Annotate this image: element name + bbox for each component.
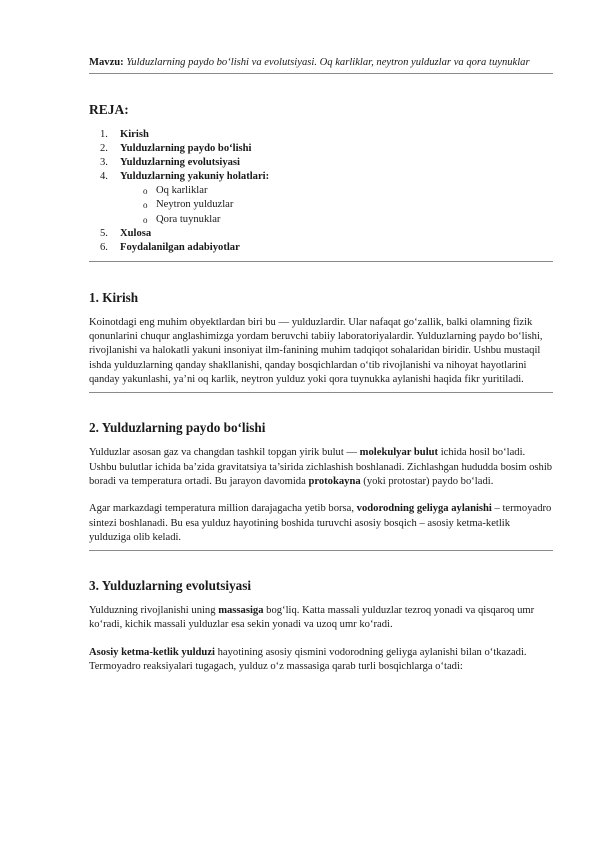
circle-bullet-icon: o: [143, 186, 148, 197]
plan-subitem-black-holes: o Qora tuynuklar: [89, 213, 553, 227]
plan-title: REJA:: [89, 102, 129, 117]
plan-item-6: 6. Foydalanilgan adabiyotlar: [100, 241, 240, 253]
plan-subitems: [89, 184, 553, 226]
plan-item-3: 3. Yulduzlarning evolutsiyasi: [100, 157, 240, 169]
plan-item-1: 1. Kirish: [100, 129, 149, 140]
section-heading-intro: 1. Kirish: [89, 289, 139, 305]
plan-subitem-white-dwarfs: o Oq karliklar: [89, 184, 553, 198]
circle-bullet-icon: o: [143, 200, 148, 211]
formation-paragraph-2: Agar markazdagi temperatura million darajagacha yetib borsa, vodorodning geliyga aylanishi – termoyadro sintezi boshlanadi. Bu esa yulduz hayotining boshida turuvchi asosiy bosqich – asosiy ketma-ketlik yulduziga olib keladi.: [89, 503, 552, 543]
plan-item-4: 4. Yulduzlarning yakuniy holatlari:: [100, 171, 270, 183]
term-hydrogen-helium: vodorodning geliyga aylanishi: [356, 503, 492, 515]
plan-subitem-neutron-stars: o Neytron yulduzlar: [89, 198, 553, 212]
term-main-sequence: Asosiy ketma-ketlik yulduzi: [89, 646, 215, 658]
circle-bullet-icon: o: [143, 214, 148, 225]
intro-paragraph: Koinotdagi eng muhim obyektlardan biri bu — yulduzlardir. Ular nafaqat go‘zallik, balki olamning fizik qonunlarini chuqur anglashimizga yordam beruvchi tabiiy laboratoriyalardir. Yulduzlarning paydo bo‘lishi, rivojlanishi va halokatli yakuni insoniyat ilm-fanining muhim tadqiqot sohalaridan biridir. Ushbu mustaqil ishda yulduzlarning qanday shakllanishi, qanday bosqichlardan o‘tib rivojlanishi va nihoyat hayotlarini qanday yakunlashi, ya’ni oq karlik, neytron yulduz yoki qora tuynukka aylanishi haqida fikr yuritiladi.: [89, 316, 543, 386]
evolution-paragraph-1: Yulduzning rivojlanishi uning massasiga bog‘liq. Katta massali yulduzlar tezroq yonadi va qisqaroq umr ko‘radi, kichik massali yulduzlar esa sekin yonadi va uzoq umr ko‘radi.: [89, 605, 535, 631]
topic-text: Yulduzlarning paydo bo‘lishi va evolutsiyasi. Oq karliklar, neytron yulduzlar va qora tuynuklar: [126, 57, 530, 68]
topic-line: [89, 56, 553, 70]
evolution-paragraph-2: Asosiy ketma-ketlik yulduzi hayotining asosiy qismini vodorodning geliyga aylanishi bilan o‘tkazadi. Termoyadro reaksiyalari tugagach, yulduz o‘z massasiga qarab turli bosqichlarga o‘tadi:: [89, 646, 527, 672]
section-heading-formation: 2. Yulduzlarning paydo bo‘lishi: [89, 420, 266, 436]
document-page: [89, 56, 553, 674]
term-mass: massasiga: [218, 605, 264, 617]
formation-paragraph-1: Yulduzlar asosan gaz va changdan tashkil topgan yirik bulut — molekulyar bulut ichida hosil bo‘ladi. Ushbu bulutlar ichida ba’zida gravitatsiya ta’sirida zichlashish boshlanadi. Zichlashgan hududda bosim oshib boradi va temperatura ortadi. Bu jarayon davomida protokayna (yoki protostar) paydo bo‘ladi.: [89, 447, 553, 487]
plan-item-5: 5. Xulosa: [100, 227, 152, 239]
plan-item-2: 2. Yulduzlarning paydo bo‘lishi: [100, 143, 252, 155]
section-heading-evolution: 3. Yulduzlarning evolutsiyasi: [89, 578, 252, 594]
topic-label: Mavzu:: [89, 57, 124, 68]
term-protostar: protokayna: [308, 475, 361, 487]
term-molecular-cloud: molekulyar bulut: [359, 447, 439, 459]
plan-list: [89, 128, 553, 255]
